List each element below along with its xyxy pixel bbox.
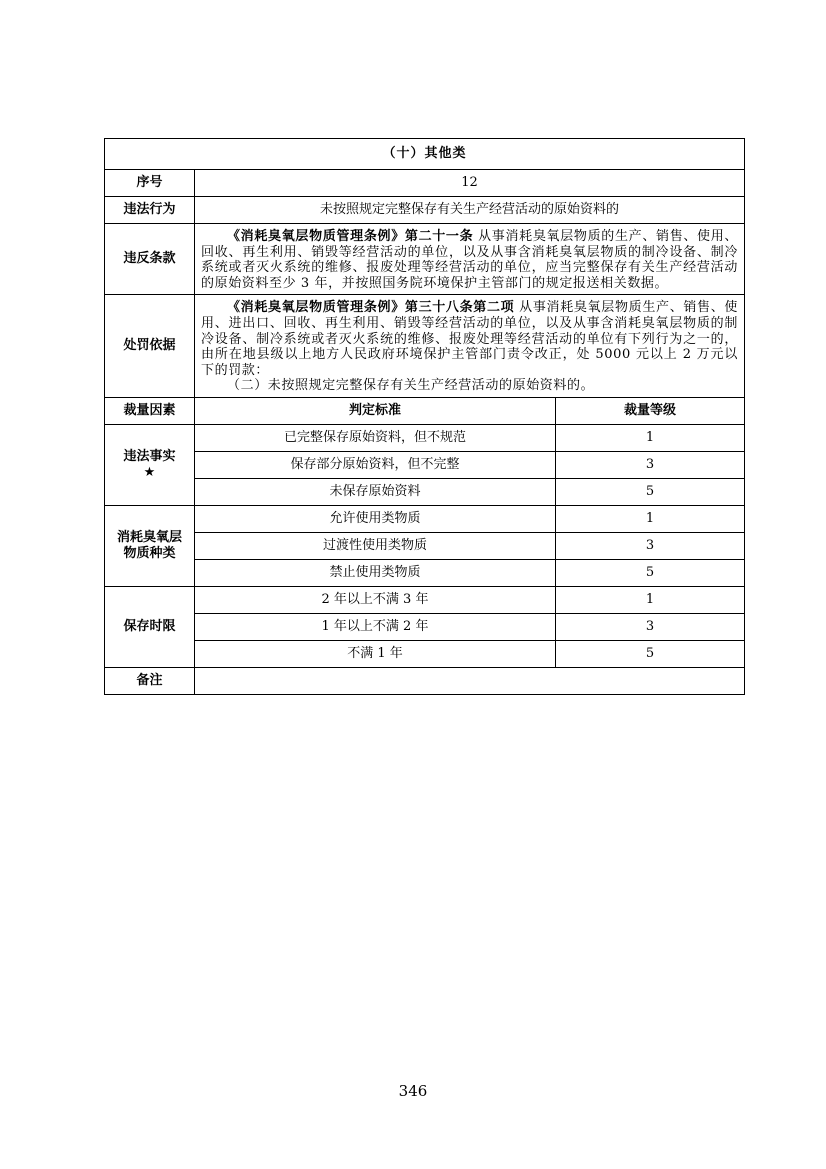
table-row — [105, 532, 745, 559]
factor-name: 消耗臭氧层物质种类 — [116, 530, 182, 561]
level-cell: 3 — [556, 532, 745, 559]
serial-label: 序号 — [105, 170, 195, 197]
factor-retention-period: 保存时限 — [105, 586, 195, 667]
table-row — [105, 640, 745, 667]
criteria-cell: 允许使用类物质 — [195, 505, 556, 532]
penalty-basis-law: 《消耗臭氧层物质管理条例》第三十八条第二项 — [227, 300, 515, 316]
violated-clause-text: 从事消耗臭氧层物质的生产、销售、使用、回收、再生利用、销毁等经营活动的单位，以及从事含消耗臭氧层物质的制冷设备、制冷系统或者灭火系统的维修、报废处理等经营活动的单位，应当完整保存有关生产经营活动的原始资料至少 3 年，并按照国务院环境保护主管部门的规定报送相关数据。 — [201, 229, 739, 291]
criteria-cell: 不满 1 年 — [195, 640, 556, 667]
criteria-header: 判定标准 — [195, 397, 556, 424]
level-cell: 5 — [556, 640, 745, 667]
penalty-basis-content — [195, 295, 745, 398]
level-cell: 3 — [556, 613, 745, 640]
penalty-basis-label: 处罚依据 — [105, 295, 195, 398]
factor-name: 违法事实 — [123, 449, 176, 465]
penalty-basis-text: 从事消耗臭氧层物质生产、销售、使用、进出口、回收、再生利用、销毁等经营活动的单位，以及从事含消耗臭氧层物质的制冷设备、制冷系统或者灭火系统的维修、报废处理等经营活动的单位有下列行为之一的，由所在地县级以上地方人民政府环境保护主管部门责令改正，处 5000 元以上 2 万元以下的罚款： — [201, 300, 739, 378]
violation-value: 未按照规定完整保存有关生产经营活动的原始资料的 — [195, 197, 745, 224]
penalty-table — [104, 138, 745, 695]
remark-value — [195, 667, 745, 694]
table-row — [105, 505, 745, 532]
criteria-cell: 已完整保存原始资料，但不规范 — [195, 424, 556, 451]
criteria-cell: 2 年以上不满 3 年 — [195, 586, 556, 613]
penalty-basis-item: （二）未按照规定完整保存有关生产经营活动的原始资料的。 — [227, 378, 595, 394]
factor-violation-facts — [105, 424, 195, 505]
criteria-cell: 禁止使用类物质 — [195, 559, 556, 586]
level-cell: 5 — [556, 478, 745, 505]
level-cell: 1 — [556, 424, 745, 451]
violated-clause-content — [195, 224, 745, 295]
table-row — [105, 586, 745, 613]
page-number: 346 — [398, 1082, 428, 1100]
criteria-cell: 未保存原始资料 — [195, 478, 556, 505]
level-cell: 5 — [556, 559, 745, 586]
violated-clause-law: 《消耗臭氧层物质管理条例》第二十一条 — [227, 229, 474, 244]
remark-label: 备注 — [105, 667, 195, 694]
criteria-cell: 保存部分原始资料，但不完整 — [195, 451, 556, 478]
level-cell: 3 — [556, 451, 745, 478]
criteria-cell: 过渡性使用类物质 — [195, 532, 556, 559]
table-row — [105, 424, 745, 451]
table-row — [105, 478, 745, 505]
table-row — [105, 559, 745, 586]
violation-label: 违法行为 — [105, 197, 195, 224]
table-row — [105, 451, 745, 478]
serial-value: 12 — [195, 170, 745, 197]
level-header: 裁量等级 — [556, 397, 745, 424]
level-cell: 1 — [556, 505, 745, 532]
criteria-cell: 1 年以上不满 2 年 — [195, 613, 556, 640]
level-cell: 1 — [556, 586, 745, 613]
violated-clause-label: 违反条款 — [105, 224, 195, 295]
factor-header: 裁量因素 — [105, 397, 195, 424]
factor-substance-type — [105, 505, 195, 586]
key-factor-star: ★ — [143, 464, 156, 480]
table-row — [105, 613, 745, 640]
table-title: （十）其他类 — [105, 139, 745, 170]
